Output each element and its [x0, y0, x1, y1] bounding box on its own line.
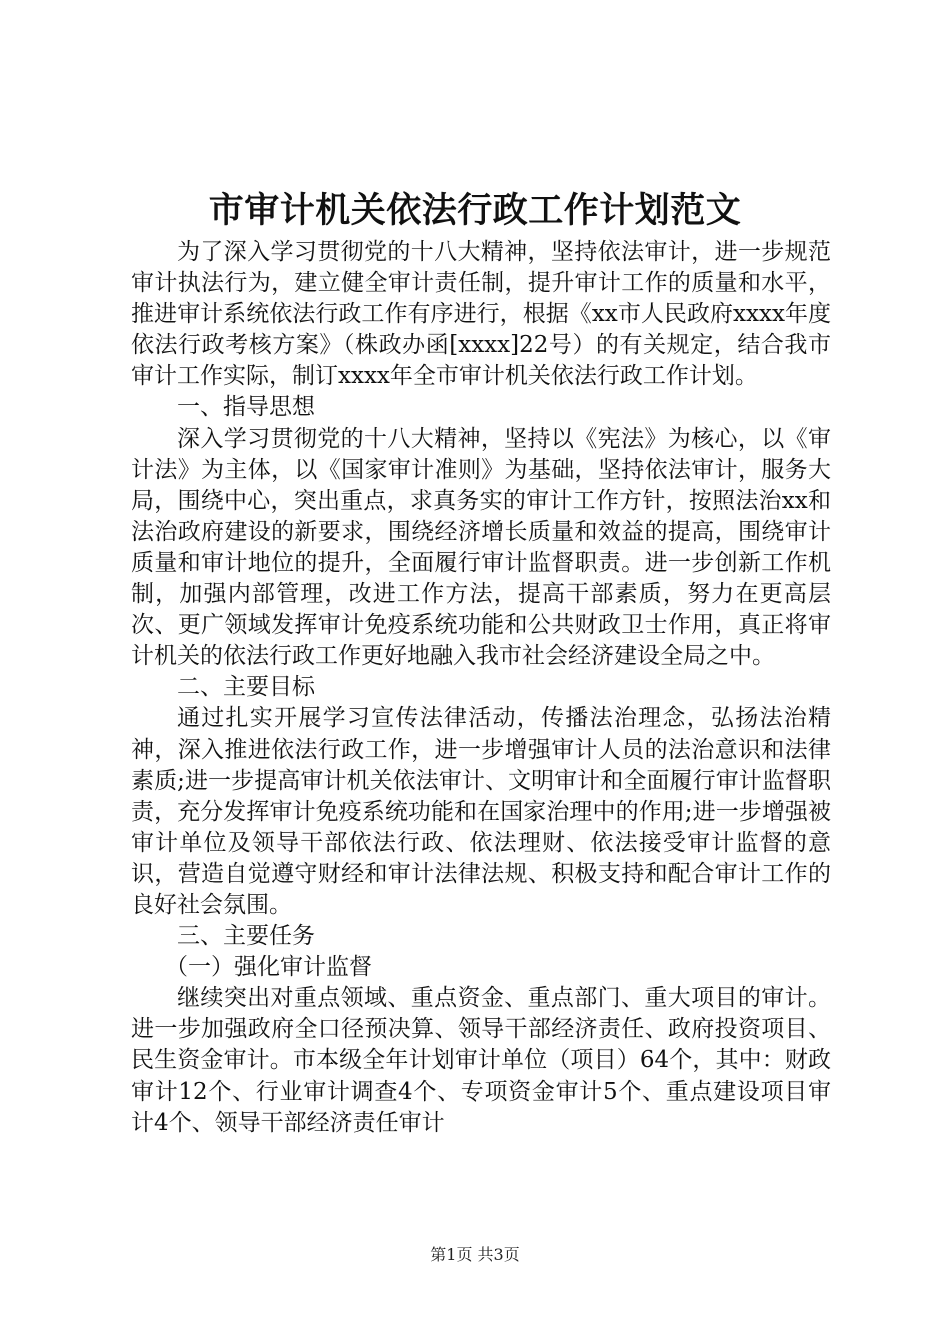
page-footer: 第1页 共3页: [430, 1245, 520, 1264]
guiding-ideology-paragraph: 深入学习贯彻党的十八大精神，坚持以《宪法》为核心，以《审计法》为主体，以《国家审计准则》为基础，坚持依法审计，服务大局，围绕中心，突出重点，求真务实的审计工作方针，按照法治xx和法治政府建设的新要求，围绕经济增长质量和效益的提高，围绕审计质量和审计地位的提升，全面履行审计监督职责。进一步创新工作机制，加强内部管理，改进工作方法，提高干部素质，努力在更高层次、更广领域发挥审计免疫系统功能和公共财政卫士作用，真正将审计机关的依法行政工作更好地融入我市社会经济建设全局之中。: [131, 425, 831, 670]
section-heading-main-tasks: 三、主要任务: [177, 923, 315, 950]
section-heading-guiding-ideology: 一、指导思想: [177, 394, 315, 421]
document-body: [131, 237, 831, 1139]
main-goals-paragraph: 通过扎实开展学习宣传法律活动，传播法治理念，弘扬法治精神，深入推进依法行政工作，进一步增强审计人员的法治意识和法律素质;进一步提高审计机关依法审计、文明审计和全面履行审计监督职责，充分发挥审计免疫系统功能和在国家治理中的作用;进一步增强被审计单位及领导干部依法行政、依法理财、依法接受审计监督的意识，营造自觉遵守财经和审计法律法规、积极支持和配合审计工作的良好社会氛围。: [131, 705, 831, 918]
subsection-heading-audit-supervision: （一）强化审计监督: [165, 954, 372, 981]
section-heading-main-goals: 二、主要目标: [177, 674, 315, 701]
audit-supervision-paragraph: 继续突出对重点领域、重点资金、重点部门、重大项目的审计。进一步加强政府全口径预决算、领导干部经济责任、政府投资项目、民生资金审计。市本级全年计划审计单位（项目）64个，其中：财政审计12个、行业审计调查4个、专项资金审计5个、重点建设项目审计4个、领导干部经济责任审计: [131, 985, 831, 1136]
intro-paragraph: 为了深入学习贯彻党的十八大精神，坚持依法审计，进一步规范审计执法行为，建立健全审计责任制，提升审计工作的质量和水平，推进审计系统依法行政工作有序进行，根据《xx市人民政府xxxx年度依法行政考核方案》（株政办函[xxxx]22号）的有关规定，结合我市审计工作实际，制订xxxx年全市审计机关依法行政工作计划。: [131, 239, 831, 390]
document-title: 市审计机关依法行政工作计划范文: [208, 190, 742, 231]
